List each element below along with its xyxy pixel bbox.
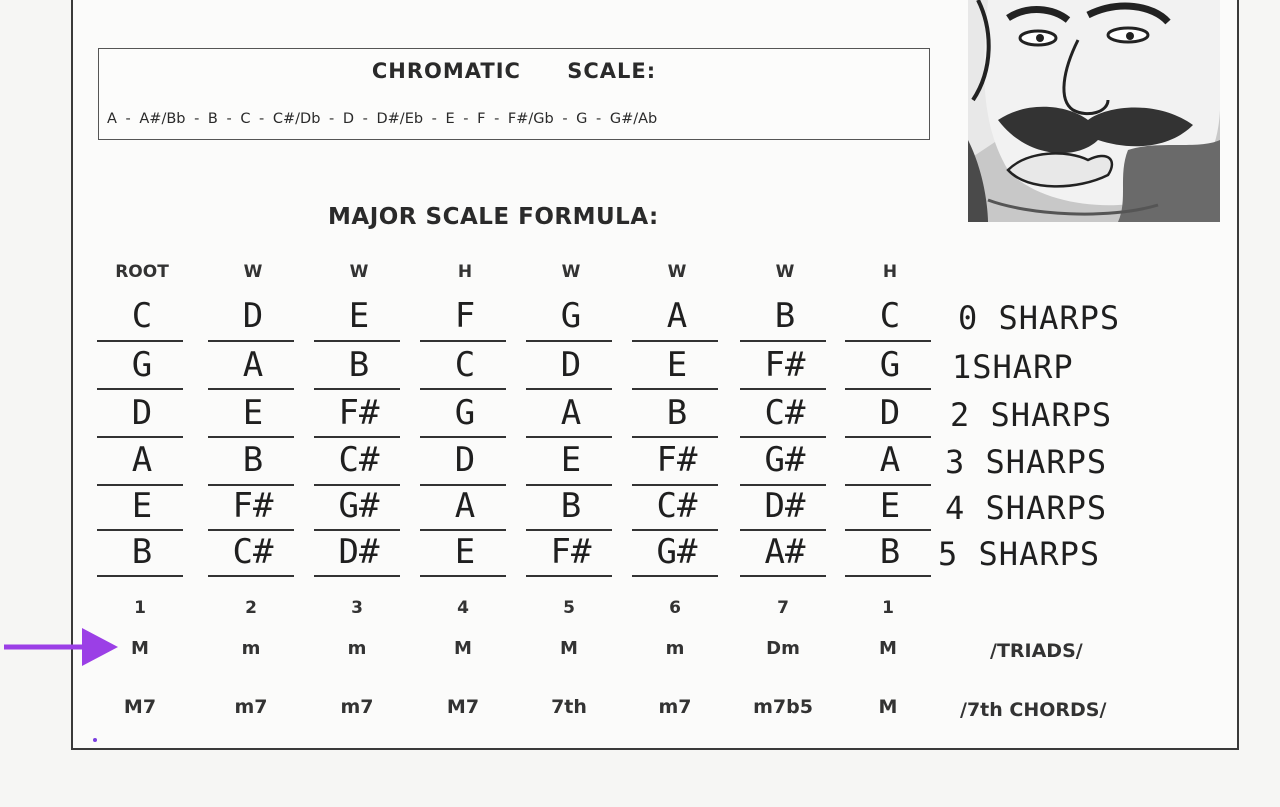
interval-header: W — [349, 262, 369, 282]
key-signature-label: 1SHARP — [952, 348, 1074, 386]
interval-header: H — [882, 262, 898, 282]
note-underline — [314, 388, 400, 390]
interval-header: W — [243, 262, 263, 282]
interval-header: W — [561, 262, 581, 282]
scale-note: E — [348, 296, 370, 336]
triads-label: /TRIADS/ — [990, 640, 1083, 662]
scale-degree: 6 — [669, 598, 681, 618]
note-underline — [845, 436, 931, 438]
note-underline — [420, 529, 506, 531]
seventh-chord-quality: M7 — [446, 696, 480, 718]
seventh-chord-quality: m7 — [234, 696, 268, 718]
seventh-chord-quality: M — [878, 696, 898, 718]
seventh-chord-quality: M7 — [123, 696, 157, 718]
scale-note: F — [454, 296, 476, 336]
note-underline — [526, 340, 612, 342]
scale-note: G — [560, 296, 582, 336]
key-signature-label: 0 SHARPS — [958, 299, 1121, 337]
note-underline — [526, 575, 612, 577]
scale-note: B — [348, 345, 370, 385]
triad-quality: M — [131, 638, 149, 659]
scale-note: E — [242, 393, 264, 433]
note-underline — [314, 529, 400, 531]
note-underline — [740, 388, 826, 390]
seventh-chords-label: /7th CHORDS/ — [960, 699, 1107, 721]
triad-quality: m — [347, 638, 367, 659]
triad-quality: Dm — [766, 638, 800, 659]
key-signature-label: 2 SHARPS — [950, 396, 1113, 434]
note-underline — [845, 575, 931, 577]
scale-degree: 5 — [563, 598, 575, 618]
scale-note: B — [242, 440, 264, 480]
note-underline — [97, 340, 183, 342]
interval-header: W — [775, 262, 795, 282]
note-underline — [208, 529, 294, 531]
triad-quality: M — [879, 638, 897, 659]
note-underline — [208, 436, 294, 438]
note-underline — [632, 388, 718, 390]
note-underline — [845, 388, 931, 390]
seventh-chord-quality: 7th — [551, 696, 587, 718]
scale-note: F# — [656, 440, 698, 480]
note-underline — [740, 529, 826, 531]
note-underline — [97, 529, 183, 531]
scale-note: G# — [338, 486, 380, 526]
scale-note: D — [131, 393, 153, 433]
scale-note: D# — [338, 532, 380, 572]
scale-degree: 1 — [882, 598, 894, 618]
seventh-chord-quality: m7 — [340, 696, 374, 718]
scale-note: C# — [764, 393, 806, 433]
scale-degree: 7 — [777, 598, 789, 618]
scale-note: C# — [656, 486, 698, 526]
note-underline — [314, 340, 400, 342]
scale-note: A — [454, 486, 476, 526]
scale-note: B — [560, 486, 582, 526]
scale-note: F# — [232, 486, 274, 526]
scale-note: F# — [338, 393, 380, 433]
scale-note: F# — [764, 345, 806, 385]
note-underline — [314, 436, 400, 438]
major-scale-formula-title: MAJOR SCALE FORMULA: — [328, 204, 659, 230]
note-underline — [420, 388, 506, 390]
note-underline — [97, 388, 183, 390]
key-signature-label: 3 SHARPS — [945, 443, 1108, 481]
scale-degree: 4 — [457, 598, 469, 618]
note-underline — [420, 340, 506, 342]
marker-dot — [93, 738, 97, 742]
triad-quality: M — [560, 638, 578, 659]
scale-note: A — [242, 345, 264, 385]
scale-note: A — [560, 393, 582, 433]
scale-note: C — [879, 296, 901, 336]
note-underline — [740, 340, 826, 342]
note-underline — [208, 575, 294, 577]
interval-header: H — [457, 262, 473, 282]
scale-note: C# — [232, 532, 274, 572]
scale-note: A — [666, 296, 688, 336]
note-underline — [420, 575, 506, 577]
key-signature-label: 5 SHARPS — [938, 535, 1101, 573]
note-underline — [632, 529, 718, 531]
scale-degree: 2 — [245, 598, 257, 618]
triad-quality: m — [241, 638, 261, 659]
caricature-portrait — [968, 0, 1220, 222]
scale-note: E — [454, 532, 476, 572]
note-underline — [526, 388, 612, 390]
right-arrow-icon — [4, 626, 118, 668]
chromatic-scale-notes: A - A#/Bb - B - C - C#/Db - D - D#/Eb - E - F - F#/Gb - G - G#/Ab — [107, 111, 658, 127]
note-underline — [845, 529, 931, 531]
note-underline — [845, 340, 931, 342]
scale-note: D — [560, 345, 582, 385]
note-underline — [208, 388, 294, 390]
note-underline — [632, 436, 718, 438]
note-underline — [314, 575, 400, 577]
scale-note: C# — [338, 440, 380, 480]
scale-note: G — [879, 345, 901, 385]
scale-note: G — [131, 345, 153, 385]
scale-degree: 3 — [351, 598, 363, 618]
scale-note: C — [131, 296, 153, 336]
scale-note: B — [879, 532, 901, 572]
scale-note: G — [454, 393, 476, 433]
scale-note: A — [879, 440, 901, 480]
chromatic-scale-box — [98, 48, 930, 140]
triad-quality: M — [454, 638, 472, 659]
scale-note: B — [131, 532, 153, 572]
scale-note: G# — [764, 440, 806, 480]
scale-note: F# — [550, 532, 592, 572]
note-underline — [97, 436, 183, 438]
scale-degree: 1 — [134, 598, 146, 618]
note-underline — [740, 575, 826, 577]
note-underline — [97, 575, 183, 577]
scale-note: B — [666, 393, 688, 433]
note-underline — [526, 529, 612, 531]
note-underline — [632, 575, 718, 577]
note-underline — [632, 340, 718, 342]
scale-note: E — [879, 486, 901, 526]
scale-note: C — [454, 345, 476, 385]
scale-note: D — [454, 440, 476, 480]
scale-note: E — [666, 345, 688, 385]
chromatic-scale-title: CHROMATIC SCALE: — [371, 59, 657, 83]
note-underline — [526, 436, 612, 438]
interval-header: W — [667, 262, 687, 282]
key-signature-label: 4 SHARPS — [945, 489, 1108, 527]
triad-quality: m — [665, 638, 685, 659]
seventh-chord-quality: m7 — [658, 696, 692, 718]
seventh-chord-quality: m7b5 — [753, 696, 813, 718]
scale-note: D — [879, 393, 901, 433]
note-underline — [420, 436, 506, 438]
scale-note: A — [131, 440, 153, 480]
scale-note: B — [774, 296, 796, 336]
scale-note: G# — [656, 532, 698, 572]
note-underline — [208, 340, 294, 342]
scale-note: E — [560, 440, 582, 480]
note-underline — [740, 436, 826, 438]
scale-note: D# — [764, 486, 806, 526]
scale-note: D — [242, 296, 264, 336]
scale-note: E — [131, 486, 153, 526]
scale-note: A# — [764, 532, 806, 572]
interval-header: ROOT — [115, 262, 169, 282]
